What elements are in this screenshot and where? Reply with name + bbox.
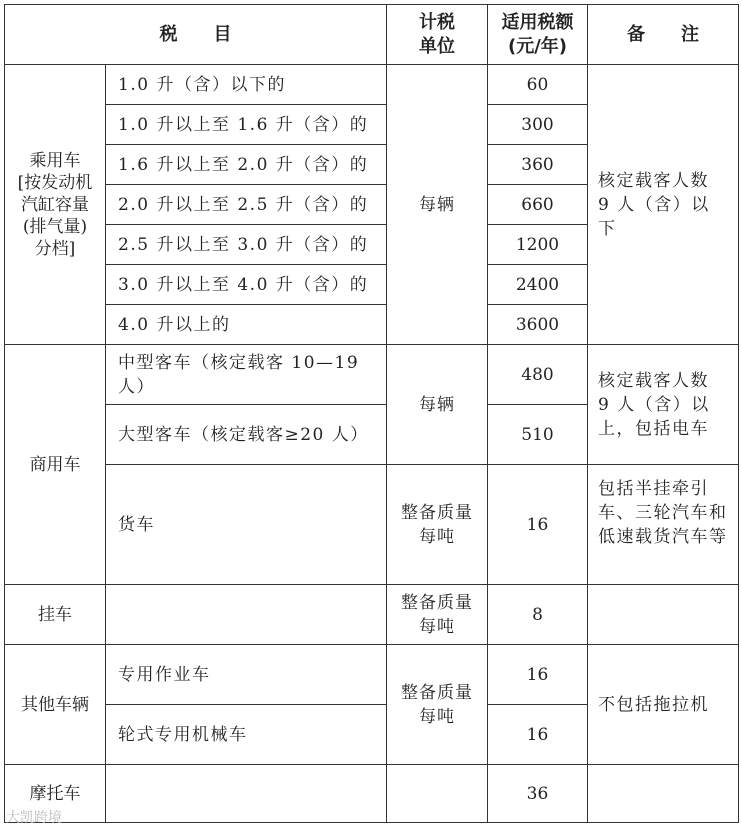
category-motorcycle: 摩托车 bbox=[5, 765, 106, 823]
amount-cell: 360 bbox=[488, 145, 588, 185]
item-cell: 专用作业车 bbox=[106, 645, 387, 705]
header-unit: 计税 单位 bbox=[387, 5, 488, 65]
amount-cell: 660 bbox=[488, 185, 588, 225]
header-row bbox=[5, 5, 739, 65]
item-cell: 2.0 升以上至 2.5 升（含）的 bbox=[106, 185, 387, 225]
item-cell: 轮式专用机械车 bbox=[106, 705, 387, 765]
note-trailer bbox=[588, 585, 739, 645]
item-cell bbox=[106, 585, 387, 645]
unit-trailer: 整备质量 每吨 bbox=[387, 585, 488, 645]
item-cell: 3.0 升以上至 4.0 升（含）的 bbox=[106, 265, 387, 305]
item-cell: 1.0 升以上至 1.6 升（含）的 bbox=[106, 105, 387, 145]
amount-cell: 36 bbox=[488, 765, 588, 823]
unit-passenger: 每辆 bbox=[387, 65, 488, 345]
unit-other: 整备质量 每吨 bbox=[387, 645, 488, 765]
table-row bbox=[5, 345, 739, 405]
item-cell: 货车 bbox=[106, 465, 387, 585]
header-amount: 适用税额 (元/年) bbox=[488, 5, 588, 65]
amount-cell: 510 bbox=[488, 405, 588, 465]
item-cell bbox=[106, 765, 387, 823]
item-cell: 1.0 升（含）以下的 bbox=[106, 65, 387, 105]
unit-bus: 每辆 bbox=[387, 345, 488, 465]
item-cell: 大型客车（核定载客≥20 人） bbox=[106, 405, 387, 465]
note-other: 不包括拖拉机 bbox=[588, 645, 739, 765]
category-commercial: 商用车 bbox=[5, 345, 106, 585]
amount-cell: 300 bbox=[488, 105, 588, 145]
header-note: 备 注 bbox=[588, 5, 739, 65]
amount-cell: 2400 bbox=[488, 265, 588, 305]
table-row bbox=[5, 765, 739, 823]
table-row bbox=[5, 585, 739, 645]
category-other: 其他车辆 bbox=[5, 645, 106, 765]
amount-cell: 8 bbox=[488, 585, 588, 645]
category-trailer: 挂车 bbox=[5, 585, 106, 645]
note-motorcycle bbox=[588, 765, 739, 823]
amount-cell: 16 bbox=[488, 645, 588, 705]
item-cell: 中型客车（核定载客 10—19 人） bbox=[106, 345, 387, 405]
table-row bbox=[5, 465, 739, 585]
amount-cell: 3600 bbox=[488, 305, 588, 345]
amount-cell: 1200 bbox=[488, 225, 588, 265]
note-bus: 核定载客人数 9 人（含）以上，包括电车 bbox=[588, 345, 739, 465]
amount-cell: 16 bbox=[488, 705, 588, 765]
item-cell: 4.0 升以上的 bbox=[106, 305, 387, 345]
item-cell: 2.5 升以上至 3.0 升（含）的 bbox=[106, 225, 387, 265]
item-cell: 1.6 升以上至 2.0 升（含）的 bbox=[106, 145, 387, 185]
amount-cell: 16 bbox=[488, 465, 588, 585]
amount-cell: 480 bbox=[488, 345, 588, 405]
table-row bbox=[5, 65, 739, 105]
unit-truck: 整备质量 每吨 bbox=[387, 465, 488, 585]
amount-cell: 60 bbox=[488, 65, 588, 105]
vehicle-tax-table bbox=[4, 4, 739, 823]
table-row bbox=[5, 645, 739, 705]
watermark: 大凯跨境 bbox=[6, 810, 62, 826]
category-passenger: 乘用车 [按发动机 汽缸容量 (排气量) 分档] bbox=[5, 65, 106, 345]
note-passenger: 核定载客人数 9 人（含）以下 bbox=[588, 65, 739, 345]
note-truck: 包括半挂牵引车、三轮汽车和低速载货汽车等 bbox=[588, 465, 739, 585]
header-item: 税 目 bbox=[5, 5, 387, 65]
unit-motorcycle bbox=[387, 765, 488, 823]
